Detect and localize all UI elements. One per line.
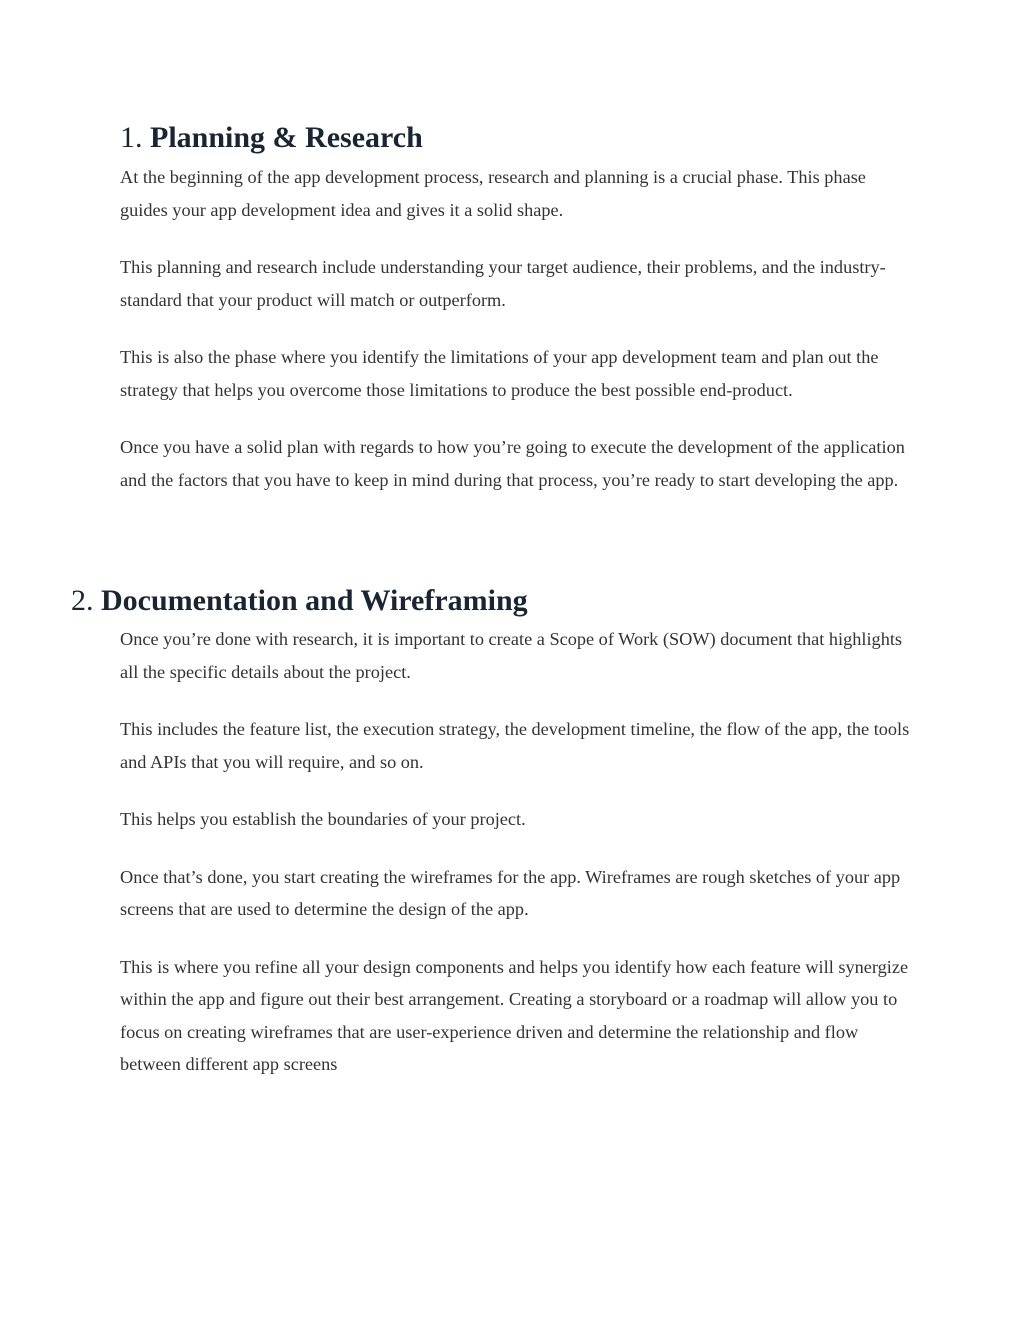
paragraph: This helps you establish the boundaries of your project. <box>120 809 526 829</box>
paragraph: This includes the feature list, the execution strategy, the development timeline, the flow of the app, the tools and APIs that you will require, and so on. <box>120 719 910 772</box>
paragraph: At the beginning of the app development process, research and planning is a crucial phase. This phase guides your app development idea and gives it a solid shape. <box>120 167 866 220</box>
paragraph: Once that’s done, you start creating the wireframes for the app. Wireframes are rough sketches of your app screens that are used to determine the design of the app. <box>120 866 901 919</box>
paragraph: This is also the phase where you identify the limitations of your app development team and plan out the strategy that helps you overcome those limitations to produce the best possible end-product. <box>120 347 879 400</box>
section-body-documentation-wireframing <box>120 623 910 1081</box>
section-title: Planning & Research <box>150 121 423 154</box>
paragraph: This is where you refine all your design components and helps you identify how each feature will synergize within the app and figure out their best arrangement. Creating a storyboard or a roadmap will allow you to focus on creating wireframes that are user-experience driven and determine the relationship and flow between different app screens <box>120 956 909 1074</box>
section-body-planning-research <box>120 161 910 496</box>
section-heading-planning-research <box>120 120 423 156</box>
section-number: 2. <box>71 584 94 617</box>
section-number: 1. <box>120 121 143 154</box>
section-heading-documentation-wireframing <box>71 583 528 619</box>
paragraph: This planning and research include understanding your target audience, their problems, and the industry-standard that your product will match or outperform. <box>120 257 886 310</box>
paragraph: Once you’re done with research, it is important to create a Scope of Work (SOW) document that highlights all the specific details about the project. <box>120 629 903 682</box>
section-title: Documentation and Wireframing <box>101 584 528 617</box>
paragraph: Once you have a solid plan with regards to how you’re going to execute the development of the application and the factors that you have to keep in mind during that process, you’re ready to start developing the app. <box>120 437 905 490</box>
